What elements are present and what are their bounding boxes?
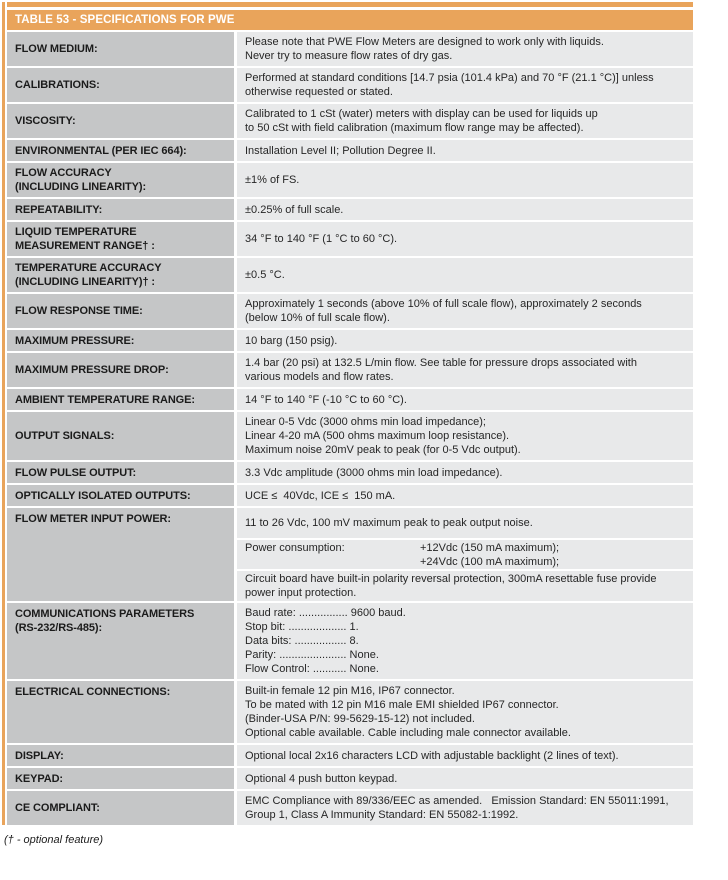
spec-value-line: 11 to 26 Vdc, 100 mV maximum peak to peak output noise.: [245, 516, 533, 529]
spec-label-cell: [7, 745, 234, 766]
spec-value-line: power input protection.: [245, 587, 357, 600]
spec-label-line: MAXIMUM PRESSURE DROP:: [15, 364, 169, 376]
spec-value-cell: [237, 330, 693, 351]
spec-value-cell: [237, 462, 693, 483]
spec-value-cell: [237, 140, 693, 161]
spec-label-cell: [7, 389, 234, 410]
spec-value-stack: [237, 353, 693, 387]
spec-value-line: Calibrated to 1 cSt (water) meters with display can be used for liquids up: [245, 108, 598, 120]
spec-value-stack: [237, 508, 693, 601]
spec-value-stack: [237, 258, 693, 292]
power-consumption-values: [420, 541, 559, 569]
spec-value-stack: [237, 222, 693, 256]
spec-label-line: REPEATABILITY:: [15, 203, 103, 216]
spec-value-line: to 50 cSt with field calibration (maximum flow range may be affected).: [245, 122, 584, 134]
spec-value-line: otherwise requested or stated.: [245, 86, 393, 98]
spec-label-cell: [7, 462, 234, 483]
spec-value-cell: [237, 258, 693, 292]
spec-value-stack: [237, 681, 693, 743]
spec-row: [7, 485, 693, 506]
spec-value-line: Stop bit: ................... 1.: [245, 621, 359, 633]
spec-value-cell: [237, 104, 693, 138]
spec-value-line: (Binder-USA P/N: 99-5629-15-12) not included.: [245, 713, 475, 725]
spec-label-cell: [7, 603, 234, 679]
spec-rows: [7, 32, 693, 825]
spec-value-stack: [237, 791, 693, 825]
spec-value-cell: [237, 199, 693, 220]
spec-label-line: FLOW MEDIUM:: [15, 43, 98, 55]
spec-label-line: DISPLAY:: [15, 749, 64, 762]
spec-label-line: (RS-232/RS-485):: [15, 622, 103, 634]
spec-label-line: MEASUREMENT RANGE† :: [15, 240, 155, 252]
power-consumption-row: [245, 541, 685, 569]
spec-value-stack: [237, 140, 693, 161]
spec-value-line: Optional cable available. Cable including male connector available.: [245, 727, 571, 739]
spec-row: [7, 222, 693, 256]
spec-label-cell: [7, 330, 234, 351]
spec-value-line: Group 1, Class A Immunity Standard: EN 55082-1:1992.: [245, 809, 519, 821]
spec-label-cell: [7, 163, 234, 197]
spec-row: [7, 681, 693, 743]
spec-value-stack: [237, 163, 693, 197]
spec-value-stack: [237, 199, 693, 220]
spec-label-cell: [7, 681, 234, 743]
spec-value-line: 3.3 Vdc amplitude (3000 ohms min load impedance).: [245, 466, 503, 479]
table-left-accent-bar: [2, 2, 5, 825]
spec-value-cell: [237, 294, 693, 328]
spec-label-line: CALIBRATIONS:: [15, 79, 100, 91]
spec-label-line: (INCLUDING LINEARITY)† :: [15, 276, 155, 288]
spec-label-cell: [7, 353, 234, 387]
spec-row: [7, 104, 693, 138]
spec-value-stack: [237, 745, 693, 766]
spec-label-cell: [7, 104, 234, 138]
spec-value-line: Installation Level II; Pollution Degree II.: [245, 144, 436, 157]
spec-label-cell: [7, 222, 234, 256]
spec-value-line: ±1% of FS.: [245, 174, 300, 186]
spec-label-line: OPTICALLY ISOLATED OUTPUTS:: [15, 489, 191, 502]
spec-value-stack: [237, 330, 693, 351]
spec-row: [7, 32, 693, 66]
spec-value-line: Flow Control: ........... None.: [245, 663, 379, 675]
spec-value-stack: [237, 768, 693, 789]
spec-label-cell: [7, 140, 234, 161]
spec-value-line: 34 °F to 140 °F (1 °C to 60 °C).: [245, 233, 398, 245]
spec-row: [7, 768, 693, 789]
spec-value-cell: [237, 68, 693, 102]
spec-label-cell: [7, 258, 234, 292]
spec-value-line: EMC Compliance with 89/336/EEC as amended. Emission Standard: EN 55011:1991,: [245, 795, 669, 807]
spec-value-cell: [237, 412, 693, 460]
spec-value-cell: [237, 791, 693, 825]
spec-value-line: ±0.5 °C.: [245, 269, 285, 281]
spec-value-cell: [237, 681, 693, 743]
spec-value-line: Data bits: ................. 8.: [245, 635, 359, 647]
spec-value-line: Please note that PWE Flow Meters are designed to work only with liquids.: [245, 36, 604, 48]
spec-value-stack: [237, 32, 693, 66]
spec-value-line: Never try to measure flow rates of dry gas.: [245, 50, 453, 62]
footnote: († - optional feature): [4, 834, 104, 846]
spec-row: [7, 353, 693, 387]
spec-value-cell: [237, 222, 693, 256]
spec-row: [7, 603, 693, 679]
spec-label-cell: [7, 68, 234, 102]
spec-label-line: AMBIENT TEMPERATURE RANGE:: [15, 393, 195, 406]
spec-value-line: Performed at standard conditions [14.7 psia (101.4 kPa) and 70 °F (21.1 °C)] unless: [245, 72, 654, 84]
spec-value-cell: [237, 745, 693, 766]
spec-row: [7, 389, 693, 410]
spec-value-line: Approximately 1 seconds (above 10% of full scale flow), approximately 2 seconds: [245, 298, 642, 310]
spec-label-cell: [7, 412, 234, 460]
spec-row: [7, 330, 693, 351]
spec-label-line: KEYPAD:: [15, 772, 63, 785]
spec-label-line: (INCLUDING LINEARITY):: [15, 181, 147, 193]
spec-value-line: ±0.25% of full scale.: [245, 203, 344, 216]
table-top-accent-bar: [7, 2, 693, 7]
spec-value-line: various models and flow rates.: [245, 371, 394, 383]
spec-row: [7, 508, 693, 601]
spec-row: [7, 745, 693, 766]
spec-value-cell: [237, 163, 693, 197]
spec-row: [7, 163, 693, 197]
spec-label-line: LIQUID TEMPERATURE: [15, 226, 137, 238]
spec-label-line: VISCOSITY:: [15, 115, 76, 127]
spec-value-stack: [237, 104, 693, 138]
spec-label-line: FLOW ACCURACY: [15, 167, 112, 179]
spec-label-line: TEMPERATURE ACCURACY: [15, 262, 162, 274]
spec-label-line: MAXIMUM PRESSURE:: [15, 334, 135, 347]
spec-value-line: Optional 4 push button keypad.: [245, 772, 398, 785]
spec-label-line: FLOW RESPONSE TIME:: [15, 305, 143, 317]
spec-value-cell: [237, 389, 693, 410]
spec-value-stack: [237, 294, 693, 328]
spec-value-cell: [237, 353, 693, 387]
spec-label-cell: [7, 32, 234, 66]
spec-label-cell: [7, 768, 234, 789]
spec-value-cell: [237, 540, 693, 570]
table-title: TABLE 53 - SPECIFICATIONS FOR PWE: [7, 10, 693, 30]
spec-value-cell: [237, 508, 693, 538]
spec-value-line: (below 10% of full scale flow).: [245, 312, 390, 324]
spec-label-line: ELECTRICAL CONNECTIONS:: [15, 686, 171, 698]
spec-value-stack: [237, 603, 693, 679]
spec-value-line: To be mated with 12 pin M16 male EMI shielded IP67 connector.: [245, 699, 559, 711]
spec-value-line: Parity: ...................... None.: [245, 649, 379, 661]
spec-value-stack: [237, 462, 693, 483]
spec-value-cell: [237, 485, 693, 506]
spec-label-cell: [7, 199, 234, 220]
spec-value-line: Optional local 2x16 characters LCD with adjustable backlight (2 lines of text).: [245, 749, 619, 762]
power-consumption-label: Power consumption:: [245, 541, 345, 554]
spec-label-line: ENVIRONMENTAL (PER IEC 664):: [15, 144, 187, 157]
spec-label-cell: [7, 294, 234, 328]
spec-row: [7, 140, 693, 161]
spec-value-line: UCE ≤ 40Vdc, ICE ≤ 150 mA.: [245, 489, 396, 502]
spec-row: [7, 791, 693, 825]
spec-value-line: Circuit board have built-in polarity reversal protection, 300mA resettable fuse provide: [245, 573, 657, 586]
spec-row: [7, 199, 693, 220]
spec-label-line: FLOW METER INPUT POWER:: [15, 513, 171, 525]
spec-label-cell: [7, 508, 234, 601]
spec-value-line: +24Vdc (100 mA maximum);: [420, 555, 560, 568]
spec-value-stack: [237, 389, 693, 410]
spec-value-cell: [237, 32, 693, 66]
spec-value-line: 1.4 bar (20 psi) at 132.5 L/min flow. See table for pressure drops associated with: [245, 357, 637, 369]
spec-value-line: 14 °F to 140 °F (-10 °C to 60 °C).: [245, 393, 407, 406]
spec-value-stack: [237, 68, 693, 102]
spec-value-cell: [237, 603, 693, 679]
spec-label-line: FLOW PULSE OUTPUT:: [15, 466, 137, 479]
spec-row: [7, 68, 693, 102]
spec-value-cell: [237, 571, 693, 601]
spec-row: [7, 412, 693, 460]
spec-label-cell: [7, 485, 234, 506]
spec-value-line: Baud rate: ................ 9600 baud.: [245, 607, 406, 619]
spec-value-line: 10 barg (150 psig).: [245, 334, 338, 347]
spec-value-line: Maximum noise 20mV peak to peak (for 0-5 Vdc output).: [245, 444, 521, 456]
spec-value-line: Built-in female 12 pin M16, IP67 connector.: [245, 685, 455, 697]
spec-label-line: COMMUNICATIONS PARAMETERS: [15, 608, 195, 620]
spec-value-stack: [237, 485, 693, 506]
spec-value-cell: [237, 768, 693, 789]
spec-label-cell: [7, 791, 234, 825]
spec-value-line: Linear 0-5 Vdc (3000 ohms min load impedance);: [245, 416, 486, 428]
spec-value-line: +12Vdc (150 mA maximum);: [420, 541, 560, 554]
spec-row: [7, 294, 693, 328]
spec-label-line: OUTPUT SIGNALS:: [15, 430, 115, 442]
spec-row: [7, 462, 693, 483]
spec-label-line: CE COMPLIANT:: [15, 802, 100, 814]
spec-table: [2, 2, 693, 825]
spec-row: [7, 258, 693, 292]
spec-value-line: Linear 4-20 mA (500 ohms maximum loop resistance).: [245, 430, 510, 442]
spec-value-stack: [237, 412, 693, 460]
